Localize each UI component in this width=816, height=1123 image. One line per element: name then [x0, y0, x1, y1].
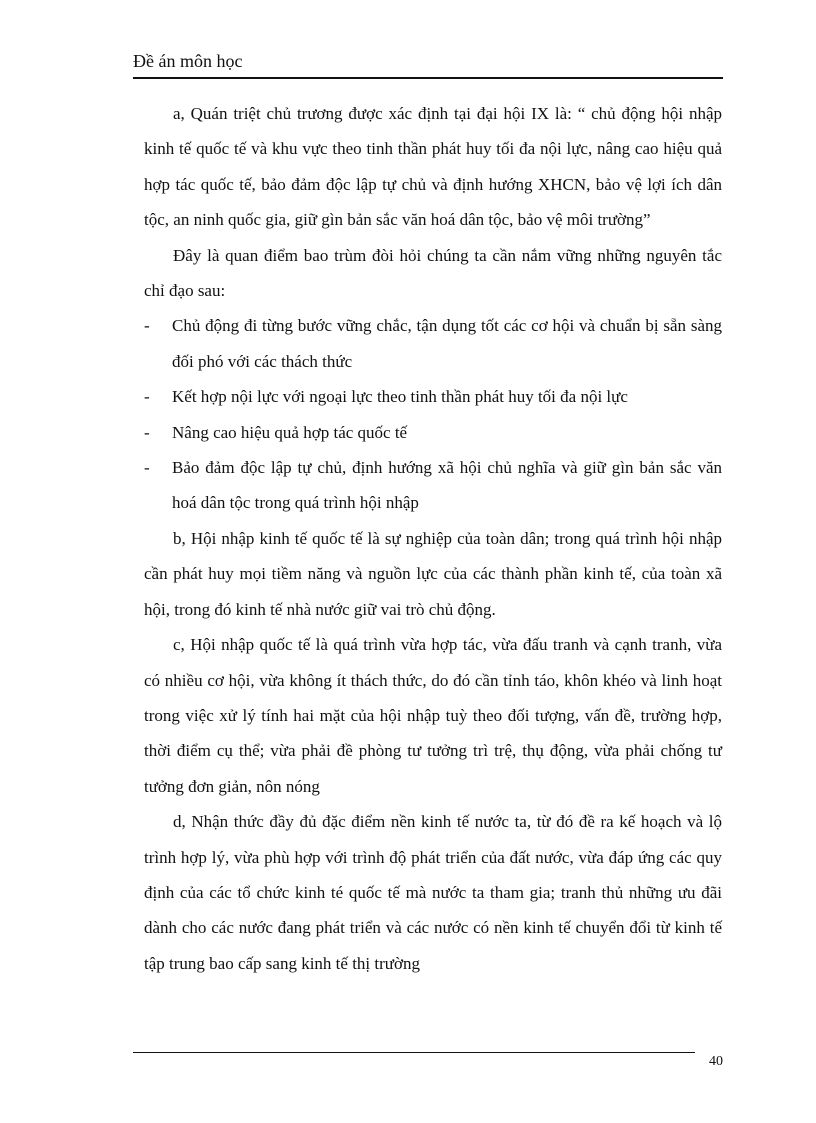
- list-item: [144, 308, 722, 379]
- list-item: [144, 415, 722, 450]
- list-item-text: Chủ động đi từng bước vững chắc, tận dụng tốt các cơ hội và chuẩn bị sẵn sàng đối phó với các thách thức: [172, 316, 722, 371]
- bullet-dash: -: [144, 387, 150, 407]
- bullet-dash: -: [144, 316, 150, 336]
- paragraph-c: c, Hội nhập quốc tế là quá trình vừa hợp tác, vừa đấu tranh và cạnh tranh, vừa có nhiều cơ hội, vừa không ít thách thức, do đó cần tỉnh táo, khôn khéo và linh hoạt trong việc xử lý tính hai mặt của hội nhập tuỳ theo đối tượng, vấn đề, trường hợp, thời điểm cụ thể; vừa phải đề phòng tư tưởng trì trệ, thụ động, vừa phải chống tư tưởng đơn giản, nôn nóng: [144, 635, 722, 796]
- page-content: [144, 96, 722, 981]
- paragraph-intro: Đây là quan điểm bao trùm đòi hỏi chúng ta cần nắm vững những nguyên tắc chỉ đạo sau:: [144, 245, 722, 301]
- page-number: 40: [709, 1054, 723, 1069]
- bullet-dash: -: [144, 422, 150, 442]
- page-header: [133, 48, 723, 79]
- paragraph-a: a, Quán triệt chủ trương được xác định tại đại hội IX là: “ chủ động hội nhập kinh tế quốc tế và khu vực theo tinh thần phát huy tối đa nội lực, nâng cao hiệu quả hợp tác quốc tế, bảo đảm độc lập tự chủ và định hướng XHCN, bảo vệ lợi ích dân tộc, an ninh quốc gia, giữ gìn bản sắc văn hoá dân tộc, bảo vệ môi trường”: [144, 104, 722, 230]
- list-item-text: Nâng cao hiệu quả hợp tác quốc tế: [172, 422, 408, 442]
- header-title: Đề án môn học: [133, 51, 243, 71]
- bullet-dash: -: [144, 458, 150, 478]
- footer-rule: [133, 1052, 695, 1053]
- list-item-text: Bảo đảm độc lập tự chủ, định hướng xã hội chủ nghĩa và giữ gìn bản sắc văn hoá dân tộc trong quá trình hội nhập: [172, 458, 722, 513]
- paragraph-b: b, Hội nhập kinh tế quốc tế là sự nghiệp của toàn dân; trong quá trình hội nhập cần phát huy mọi tiềm năng và nguồn lực của các thành phần kinh tế, của toàn xã hội, trong đó kinh tế nhà nước giữ vai trò chủ động.: [144, 528, 722, 619]
- paragraph-d: d, Nhận thức đầy đủ đặc điểm nền kinh tế nước ta, từ đó đề ra kế hoạch và lộ trình hợp lý, vừa phù hợp với trình độ phát triển của đất nước, vừa đáp ứng các quy định của các tổ chức kinh té quốc tế mà nước ta tham gia; tranh thủ những ưu đãi dành cho các nước đang phát triển và các nước có nền kinh tế chuyển đổi từ kinh tế tập trung bao cấp sang kinh tế thị trường: [144, 812, 722, 973]
- header-rule: [133, 77, 723, 79]
- list-item-text: Kết hợp nội lực với ngoại lực theo tinh thần phát huy tối đa nội lực: [172, 387, 628, 407]
- principles-list: [144, 308, 722, 520]
- page-footer: [133, 1052, 723, 1069]
- list-item: [144, 379, 722, 414]
- list-item: [144, 450, 722, 521]
